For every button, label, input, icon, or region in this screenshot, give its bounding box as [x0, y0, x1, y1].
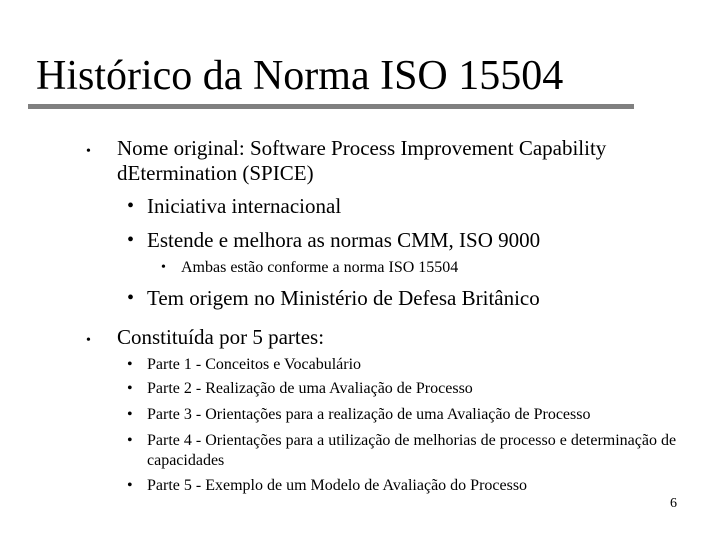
- bullet-item-five-parts: Constituída por 5 partes:: [117, 325, 325, 349]
- part-item-4: Parte 4 - Orientações para a utilização de melhorias de processo e determinação de capacidades: [147, 432, 677, 469]
- sub-sub-item-compliance: Ambas estão conforme a norma ISO 15504: [181, 259, 459, 276]
- sub-item-extends-norms: Estende e melhora as normas CMM, ISO 9000: [147, 228, 541, 252]
- sub-item-international: Iniciativa internacional: [147, 194, 342, 218]
- bullet-marker: •: [127, 287, 135, 309]
- part-item-5: Parte 5 - Exemplo de um Modelo de Avaliação do Processo: [147, 477, 528, 494]
- bullet-marker: •: [161, 260, 166, 275]
- bullet-marker: •: [127, 356, 133, 373]
- bullet-item-original-name: Nome original: Software Process Improvement Capability dEtermination (SPICE): [117, 136, 607, 185]
- page-number: 6: [670, 496, 677, 511]
- slide-title: Histórico da Norma ISO 15504: [36, 53, 564, 99]
- bullet-marker: •: [127, 432, 133, 449]
- bullet-marker: •: [127, 229, 135, 251]
- title-underline: [28, 104, 634, 109]
- bullet-marker: •: [86, 333, 91, 348]
- bullet-marker: •: [127, 406, 133, 423]
- part-item-3: Parte 3 - Orientações para a realização de uma Avaliação de Processo: [147, 406, 591, 423]
- bullet-marker: •: [127, 380, 133, 397]
- sub-item-origin: Tem origem no Ministério de Defesa Britânico: [147, 286, 540, 310]
- part-item-1: Parte 1 - Conceitos e Vocabulário: [147, 356, 362, 373]
- bullet-marker: •: [86, 144, 91, 159]
- part-item-2: Parte 2 - Realização de uma Avaliação de Processo: [147, 380, 473, 397]
- bullet-marker: •: [127, 477, 133, 494]
- bullet-marker: •: [127, 195, 135, 217]
